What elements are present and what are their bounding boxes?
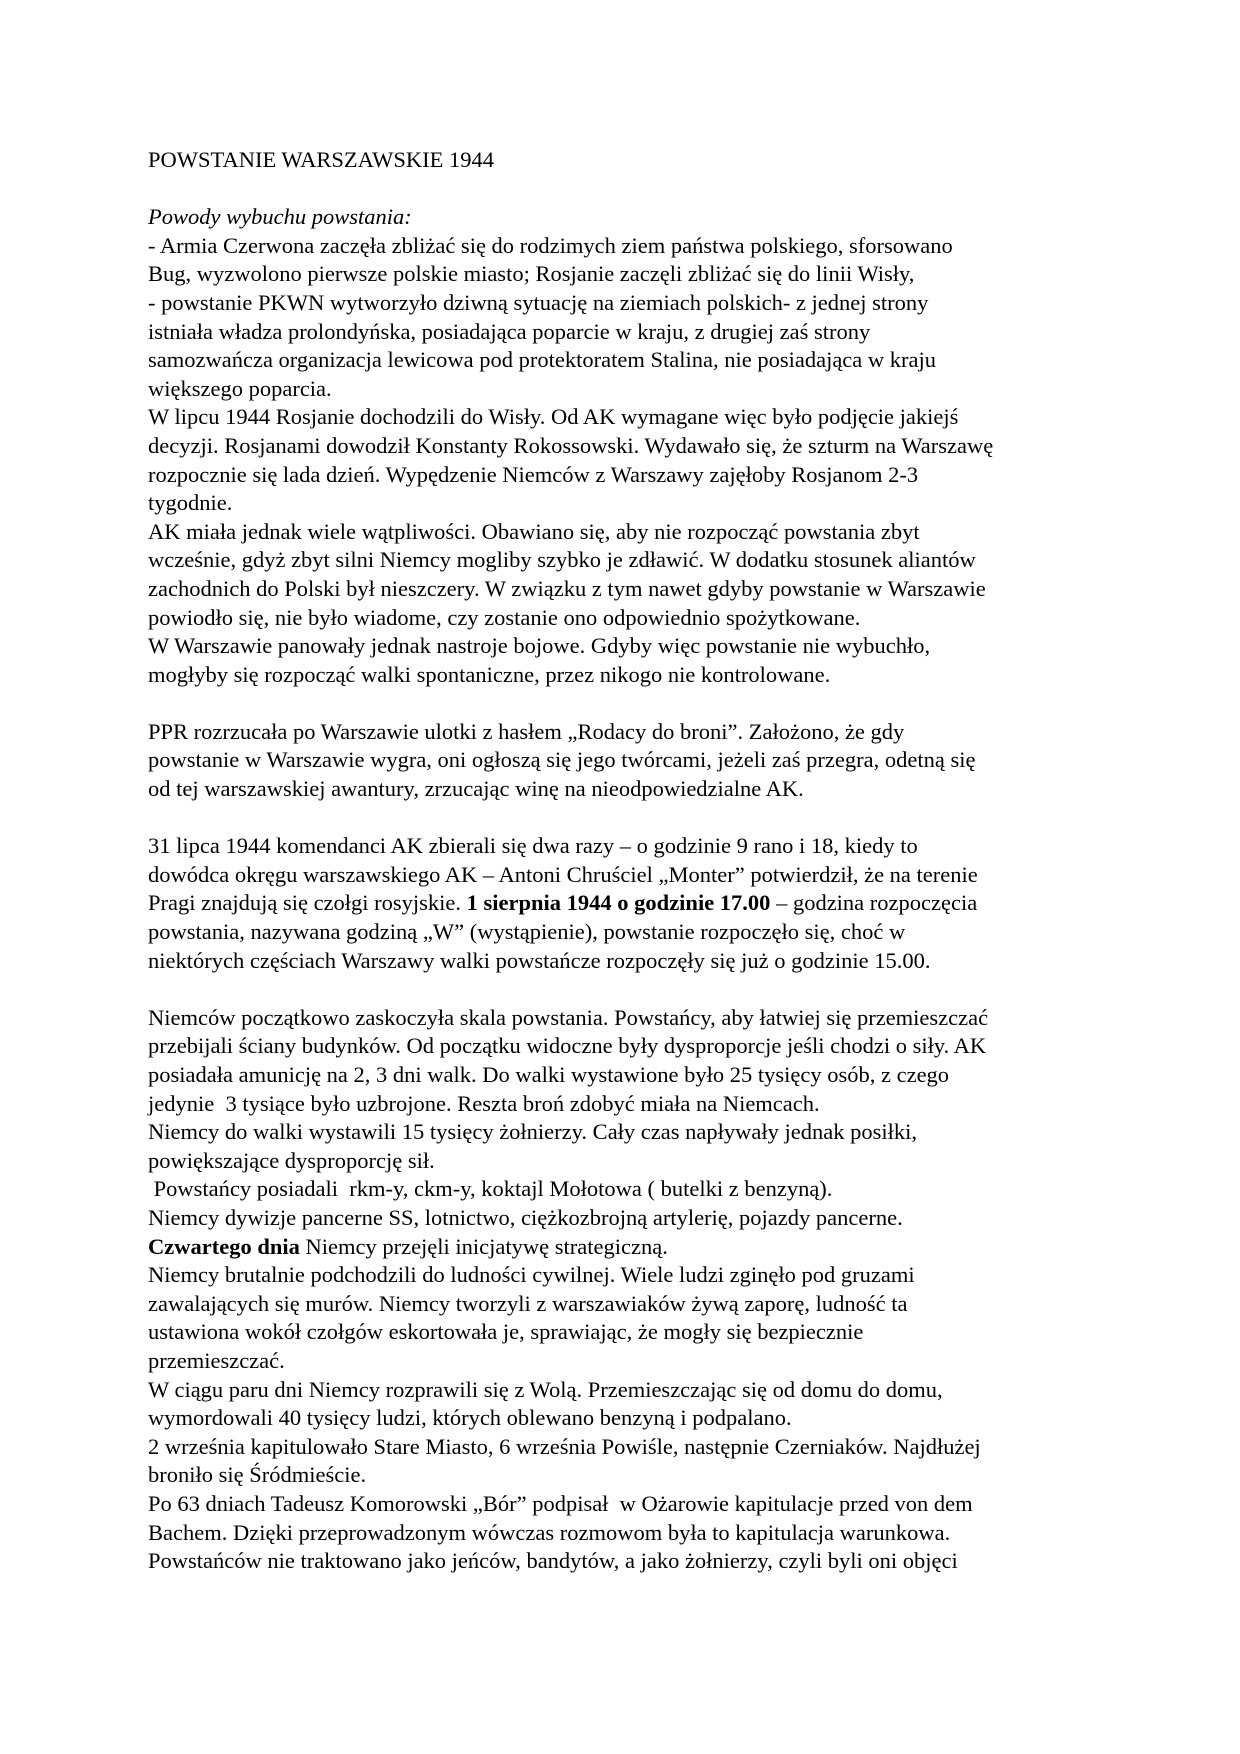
text-line: Po 63 dniach Tadeusz Komorowski „Bór” podpisał w Ożarowie kapitulacje przed von dem xyxy=(148,1490,973,1516)
text-span: Pragi znajdują się czołgi rosyjskie. xyxy=(148,890,467,916)
document-page xyxy=(148,146,1108,1576)
text-line: jedynie 3 tysiące było uzbrojone. Reszta broń zdobyć miała na Niemcach. xyxy=(148,1090,820,1116)
text-line: mogłyby się rozpocząć walki spontaniczne, przez nikogo nie kontrolowane. xyxy=(148,661,831,687)
reasons-heading: Powody wybuchu powstania: xyxy=(148,204,412,230)
text-line: zawalających się murów. Niemcy tworzyli z warszawiaków żywą zaporę, ludność ta xyxy=(148,1290,908,1316)
text-line: przemieszczać. xyxy=(148,1347,285,1373)
text-line: Niemców początkowo zaskoczyła skala powstania. Powstańcy, aby łatwiej się przemieszczać xyxy=(148,1004,989,1030)
text-line: W lipcu 1944 Rosjanie dochodzili do Wisły. Od AK wymagane więc było podjęcie jakiejś xyxy=(148,404,959,430)
text-line: broniło się Śródmieście. xyxy=(148,1462,367,1488)
text-line: Powstańcy posiadali rkm-y, ckm-y, koktajl Mołotowa ( butelki z benzyną). xyxy=(148,1176,833,1202)
text-line: Niemcy do walki wystawili 15 tysięcy żołnierzy. Cały czas napływały jednak posiłki, xyxy=(148,1119,917,1145)
text-line: rozpocznie się lada dzień. Wypędzenie Niemców z Warszawy zajęłoby Rosjanom 2-3 xyxy=(148,461,919,487)
text-line: samozwańcza organizacja lewicowa pod protektoratem Stalina, nie posiadająca w kraju xyxy=(148,347,937,373)
text-line: tygodnie. xyxy=(148,490,233,516)
text-line: niektórych częściach Warszawy walki powstańcze rozpoczęły się już o godzinie 15.00. xyxy=(148,947,931,973)
text-line: powiększające dysproporcję sił. xyxy=(148,1147,435,1173)
document-title: POWSTANIE WARSZAWSKIE 1944 xyxy=(148,147,494,172)
spacer xyxy=(148,175,1108,204)
text-line: dowódca okręgu warszawskiego AK – Antoni Chruściel „Monter” potwierdził, że na terenie xyxy=(148,861,978,887)
text-line-mixed xyxy=(148,1233,1108,1262)
text-line: istniała władza prolondyńska, posiadająca poparcie w kraju, z drugiej zaś strony xyxy=(148,318,871,344)
uprising-start-date: 1 sierpnia 1944 o godzinie 17.00 xyxy=(466,890,771,916)
text-line: AK miała jednak wiele wątpliwości. Obawiano się, aby nie rozpocząć powstania zbyt xyxy=(148,518,920,544)
text-line: wcześnie, gdyż zbyt silni Niemcy mogliby szybko je zdławić. W dodatku stosunek aliantów xyxy=(148,547,976,573)
spacer xyxy=(148,804,1108,833)
fourth-day-label: Czwartego dnia xyxy=(148,1233,300,1259)
paragraph-block-3 xyxy=(148,832,1108,975)
paragraph-block-4 xyxy=(148,1004,1108,1576)
text-line: przebijali ściany budynków. Od początku widoczne były dysproporcje jeśli chodzi o siły. AK xyxy=(148,1033,987,1059)
paragraph-block-1 xyxy=(148,232,1108,690)
text-line: powstania, nazywana godziną „W” (wystąpienie), powstanie rozpoczęło się, choć w xyxy=(148,919,906,945)
text-line: Bug, wyzwolono pierwsze polskie miasto; Rosjanie zaczęli zbliżać się do linii Wisły, xyxy=(148,261,915,287)
text-line: Bachem. Dzięki przeprowadzonym wówczas rozmowom była to kapitulacja warunkowa. xyxy=(148,1519,951,1545)
text-line: Niemcy dywizje pancerne SS, lotnictwo, ciężkozbrojną artylerię, pojazdy pancerne. xyxy=(148,1204,903,1230)
text-line: ustawiona wokół czołgów eskortowała je, sprawiając, że mogły się bezpiecznie xyxy=(148,1319,864,1345)
text-line: 31 lipca 1944 komendanci AK zbierali się dwa razy – o godzinie 9 rano i 18, kiedy to xyxy=(148,833,918,859)
text-line: większego poparcia. xyxy=(148,375,332,401)
text-line: Powstańców nie traktowano jako jeńców, bandytów, a jako żołnierzy, czyli byli oni objęci xyxy=(148,1548,958,1574)
text-line: wymordowali 40 tysięcy ludzi, których oblewano benzyną i podpalano. xyxy=(148,1405,792,1431)
text-line: 2 września kapitulowało Stare Miasto, 6 września Powiśle, następnie Czerniaków. Najdłużej xyxy=(148,1433,981,1459)
text-line: PPR rozrzucała po Warszawie ulotki z hasłem „Rodacy do broni”. Założono, że gdy xyxy=(148,718,905,744)
text-line: W ciągu paru dni Niemcy rozprawili się z Wolą. Przemieszczając się od domu do domu, xyxy=(148,1376,943,1402)
text-line: od tej warszawskiej awantury, zrzucając winę na nieodpowiedzialne AK. xyxy=(148,776,804,802)
text-line: Niemcy brutalnie podchodzili do ludności cywilnej. Wiele ludzi zginęło pod gruzami xyxy=(148,1262,915,1288)
text-line: - Armia Czerwona zaczęła zbliżać się do rodzimych ziem państwa polskiego, sforsowano xyxy=(148,232,953,258)
spacer xyxy=(148,689,1108,718)
text-span: Niemcy przejęli inicjatywę strategiczną. xyxy=(299,1233,668,1259)
text-line: powiodło się, nie było wiadome, czy zostanie ono odpowiednio spożytkowane. xyxy=(148,604,861,630)
text-line: - powstanie PKWN wytworzyło dziwną sytuację na ziemiach polskich- z jednej strony xyxy=(148,289,929,315)
text-line: posiadała amunicję na 2, 3 dni walk. Do walki wystawione było 25 tysięcy osób, z czego xyxy=(148,1062,950,1087)
text-line: W Warszawie panowały jednak nastroje bojowe. Gdyby więc powstanie nie wybuchło, xyxy=(148,633,931,659)
text-line-mixed xyxy=(148,889,1108,918)
text-line: decyzji. Rosjanami dowodził Konstanty Rokossowski. Wydawało się, że szturm na Warszawę xyxy=(148,432,994,458)
text-span: – godzina rozpoczęcia xyxy=(770,890,978,916)
spacer xyxy=(148,975,1108,1004)
text-line: powstanie w Warszawie wygra, oni ogłoszą się jego twórcami, jeżeli zaś przegra, odetną się xyxy=(148,747,976,773)
paragraph-block-2 xyxy=(148,718,1108,804)
text-line: zachodnich do Polski był nieszczery. W związku z tym nawet gdyby powstanie w Warszawie xyxy=(148,575,986,601)
